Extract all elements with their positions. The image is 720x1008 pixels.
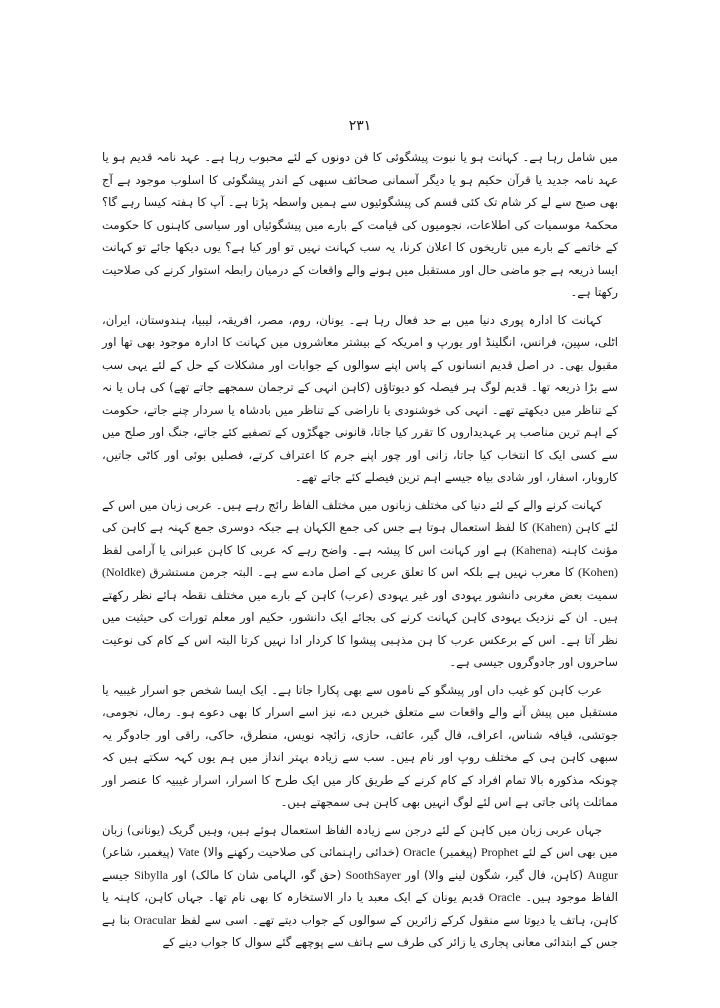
- text-run: (حق گو، الہامی شان کا مالک) اور: [168, 867, 346, 882]
- text-run: سمیت بعض مغربی دانشور یہودی اور غیر یہودی (عرب) کاہن کے بارے میں مختلف نقطہ ہائے نظر رکھتے ہیں۔ ان کے نزدیک یہودی کاہن کہانت کرنے کی بجائے ایک دانشور، حکیم اور معلم تورات کی حیثیت میں نظر آتا ہے۔ اس کے برعکس عرب کا ہن مذہبی پیشوا کا کردار ادا نہیں کرتا البتہ اس کے کام کی نوعیت ساحروں اور جادوگروں جیسی ہے۔: [102, 587, 618, 669]
- latin-term: Prophet: [481, 845, 519, 859]
- text-run: (پیغمبر، شاعر): [102, 845, 179, 859]
- latin-term: (Kahena): [511, 542, 557, 557]
- latin-term: SoothSayer: [345, 867, 401, 882]
- latin-term: Sibylla: [134, 867, 169, 882]
- latin-term: Vate: [178, 845, 200, 859]
- text-run: کہانت کرنے والے کے لئے دنیا کی مختلف زبانوں میں مختلف الفاظ رائج رہے ہیں۔ عربی زبان میں اس کے لئے کاہن: [102, 497, 618, 534]
- latin-term: Oracular: [134, 912, 177, 927]
- body-text: [102, 146, 618, 959]
- latin-term: Oracle: [488, 890, 521, 904]
- text-run: عرب کاہن کو غیب داں اور پیشگو کے ناموں سے بھی پکارا جاتا ہے۔ ایک ایسا شخص جو اسرار غیبیہ یا مستقبل میں پیش آنے والے واقعات سے متعلق خبریں دے، نیز اسے اسرار کا بھی دعوے ہو۔ رمال، نجومی، جوتشی، قیافہ شناس، اعراف، فال گیر، عائف، حازی، زائچہ نویس، منطرق، حاکی، راقی اور جادوگر یہ سبھی کاہن ہی کے مختلف روپ اور نام ہیں۔ سب سے زیادہ بہتر انداز میں ہم یوں کہہ سکتے ہیں کہ چونکہ مذکورہ بالا تمام افراد کے کام کرنے کے طریق کار میں ایک طرح کا اسرار، اسرار غیبیہ کا عنصر اور مماثلت پائی جاتی ہے اس لئے لوگ انہیں بھی کاہن ہی سمجھتے ہیں۔: [102, 682, 618, 809]
- text-run: ہے اور کہانت اس کا پیشہ ہے۔ واضح رہے کہ عربی کا کاہن عبرانی یا آرامی لفظ: [102, 542, 512, 557]
- latin-term: (Kohen): [578, 565, 618, 579]
- text-run: (پیغمبر): [435, 845, 481, 859]
- text-run: (کاہن، فال گیر، شگون لینے والا) اور: [400, 867, 588, 882]
- paragraph: [102, 309, 618, 489]
- paragraph: [102, 679, 618, 814]
- paragraph: [102, 819, 618, 954]
- text-run: جیسے الفاظ موجود ہیں۔: [102, 867, 618, 904]
- paragraph: [102, 146, 618, 304]
- latin-term: (Kahen): [532, 520, 572, 534]
- page-number: ۲۳۱: [348, 118, 372, 134]
- paragraph: [102, 494, 618, 674]
- text-run: کا معرب نہیں ہے بلکہ اس کا تعلق عربی کے اصل مادے سے ہے۔ البتہ جرمن مستشرق: [145, 565, 579, 579]
- text-run: (خدائی راہنمائی کی صلاحیت رکھنے والا): [199, 845, 404, 859]
- text-run: جہاں عربی زبان میں کاہن کے لئے درجن سے زیادہ الفاظ استعمال ہوئے ہیں، وہیں گریک (یونانی) زبان میں بھی اس کے لئے: [102, 822, 618, 859]
- text-run: کا لفظ استعمال ہوتا ہے جس کی جمع الکہان ہے جبکہ دوسری جمع کہنہ ہے کاہن کی مؤنث کاہنہ: [102, 520, 618, 557]
- latin-term: (Noldke): [102, 565, 146, 579]
- latin-term: Oracle: [403, 845, 436, 859]
- text-run: قدیم یونان کے ایک معبد یا دار الاستخارہ کا بھی نام تھا۔ جہاں کاہن، کاہنہ یا کاہن، ہاتف یا دیوتا سے منقول کرکے زائرین کے سوالوں کے جواب دیتے تھے۔ اسی سے لفظ: [102, 890, 618, 927]
- text-run: کہانت کا ادارہ پوری دنیا میں بے حد فعال رہا ہے۔ یونان، روم، مصر، افریقہ، لیبیا، ہندوستان، ایران، اٹلی، سپین، فرانس، انگلینڈ اور یورپ و امریکہ کے بیشتر معاشروں میں کہانت کا ادارہ موجود بھی تھا اور مقبول بھی۔ در اصل قدیم انسانوں کے پاس اپنے سوالوں کے جوابات اور مشکلات کے حل کے لئے یہی سب سے بڑا ذریعہ تھا۔ قدیم لوگ ہر فیصلہ کو دیوتاؤں (کاہن انہی کے ترجمان سمجھے جاتے تھے) کی ہاں یا نہ کے تناظر میں دیکھتے تھے۔ انہی کی خوشنودی یا ناراضی کے تناظر میں بادشاہ یا سردار چنے جاتے، حکومت کے اہم ترین مناصب پر عہدیداروں کا تقرر کیا جاتا، قانونی جھگڑوں کے تصفیے کئے جاتے، جنگ اور صلح میں سے کسی ایک کا انتخاب کیا جاتا، زانی اور چور اپنے جرم کا اعتراف کرتے، فصلیں بوئی اور کاٹی جاتیں، کاروبار، اسفار، اور شادی بیاہ جیسے اہم ترین فیصلے کئے جاتے تھے۔: [102, 312, 618, 484]
- text-run: میں شامل رہا ہے۔ کہانت ہو یا نبوت پیشگوئی کا فن دونوں کے لئے محبوب رہا ہے۔ عہد نامہ قدیم ہو یا عہد نامہ جدید یا قرآن حکیم ہو یا دیگر آسمانی صحائف سبھی کے اندر پیشگوئی کا اسلوب موجود ہے آج بھی صبح سے لے کر شام تک کئی قسم کی پیشگوئیوں سے ہمیں واسطہ پڑتا ہے۔ آپ کا ہفتہ کیسا رہے گا؟ محکمۂ موسمیات کی اطلاعات، نجومیوں کی قیامت کے بارے میں پیشگوئیاں اور سیاسی کاہنوں کا حکومت کے خاتمے کے بارے میں تاریخوں کا اعلان کرنا، یہ سب کہانت نہیں تو اور کیا ہے؟ یوں دیکھا جائے تو کہانت ایسا ذریعہ ہے جو ماضی حال اور مستقبل میں ہونے والے واقعات کے درمیان رابطہ استوار کرنے کی صلاحیت رکھتا ہے۔: [101, 150, 618, 299]
- latin-term: Augur: [587, 867, 618, 882]
- text-run: بنا ہے جس کے ابتدائی معانی پجاری یا زائر کی طرف سے ہاتف سے پوچھے گئے سوال کا جواب دینے کے: [102, 912, 618, 949]
